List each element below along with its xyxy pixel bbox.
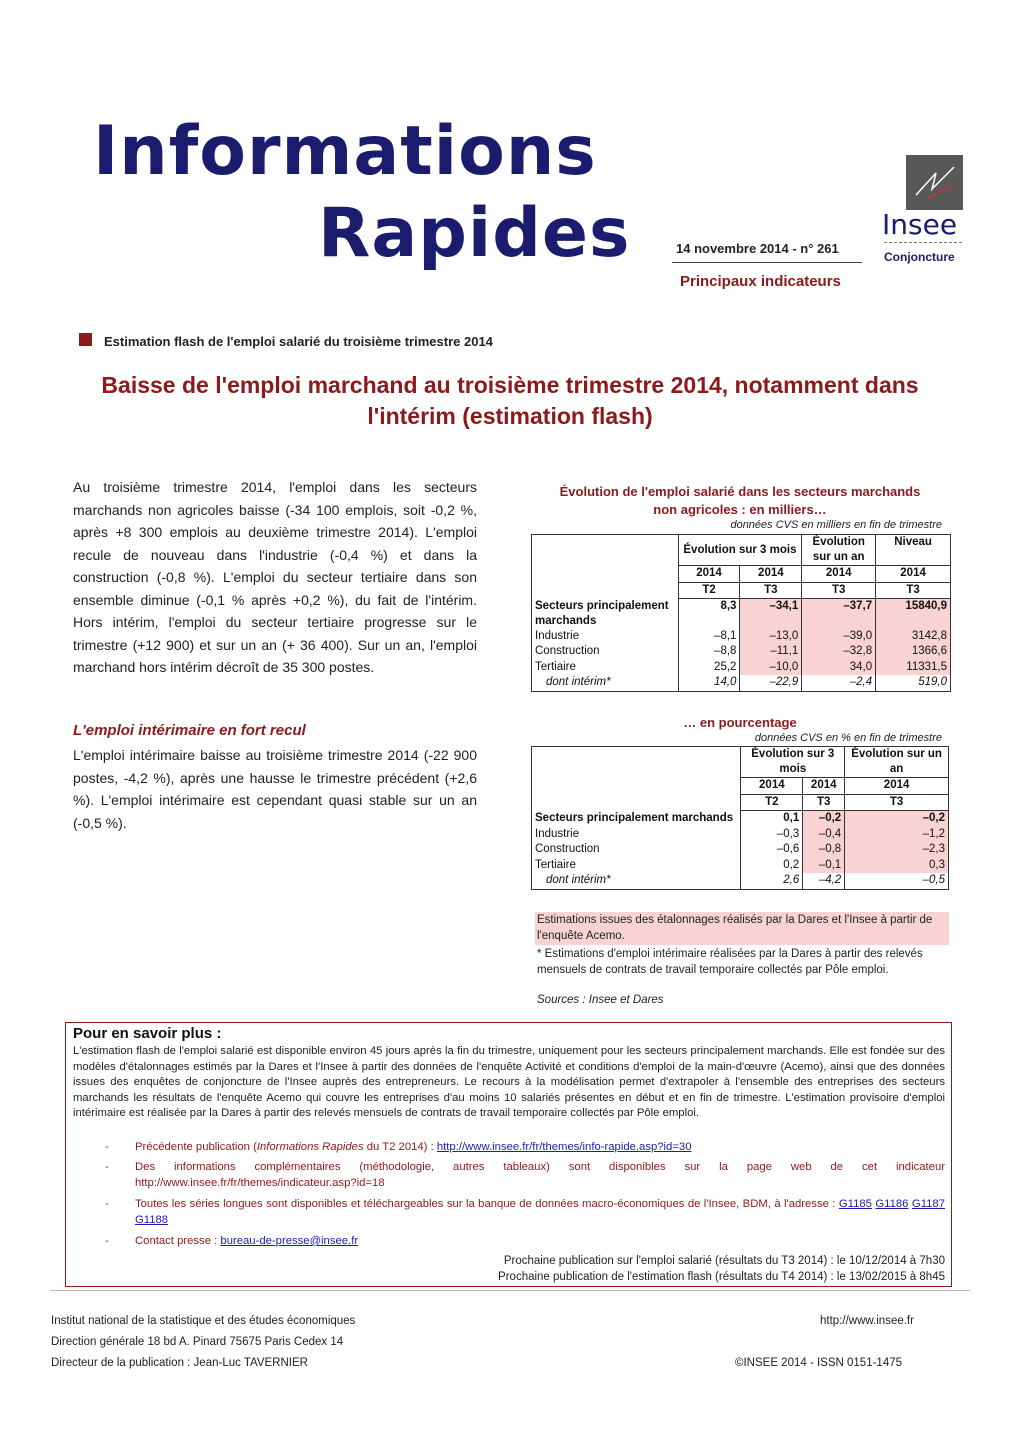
- table-header-cell: 2014: [876, 566, 951, 583]
- section-heading-interim: L'emploi intérimaire en fort recul: [73, 722, 306, 739]
- table-cell: –2,4: [802, 675, 876, 691]
- footer-address: Direction générale 18 bd A. Pinard 75675 Paris Cedex 14: [51, 1336, 344, 1348]
- list-text: Toutes les séries longues sont disponibles et téléchargeables sur la banque de données macro-économiques de l'Insee, BDM, à l'adresse :: [135, 1198, 839, 1210]
- list-item-additional-info: [105, 1160, 945, 1191]
- footer-director: Directeur de la publication : Jean-Luc TAVERNIER: [51, 1357, 308, 1369]
- list-dash: -: [105, 1141, 109, 1153]
- table-cell: –2,3: [845, 842, 949, 858]
- headline: Baisse de l'emploi marchand au troisième trimestre 2014, notamment dans l'intérim (estimation flash): [101, 372, 919, 429]
- masthead-title-line2: Rapides: [318, 194, 631, 273]
- table-cell: –39,0: [802, 629, 876, 645]
- table-cell: 0,2: [741, 858, 803, 874]
- table-cell: 3142,8: [876, 629, 951, 645]
- list-dash: -: [105, 1235, 109, 1247]
- series-link-g1188[interactable]: G1188: [135, 1213, 169, 1226]
- table-header-cell: 2014: [803, 778, 845, 795]
- issue-date: 14 novembre 2014 - n° 261: [676, 241, 839, 256]
- table2-header-year: Évolution sur un an: [845, 747, 949, 778]
- more-info-title: Pour en savoir plus :: [73, 1025, 222, 1042]
- table-cell: 11331,5: [876, 660, 951, 676]
- table-cell: –0,1: [803, 858, 845, 874]
- table-cell: 2,6: [741, 873, 803, 889]
- table2-header-3months: Évolution sur 3 mois: [741, 747, 845, 778]
- table-header-cell: 2014: [740, 566, 802, 583]
- list-text-italic: Informations Rapides: [256, 1141, 364, 1153]
- table1-header-year: Évolution sur un an: [802, 535, 876, 566]
- table-header-cell: T3: [845, 794, 949, 811]
- list-dash: -: [105, 1198, 109, 1210]
- list-text: du T2 2014) :: [363, 1141, 437, 1153]
- masthead-title-line1: Informations: [93, 112, 597, 191]
- list-item-long-series: [105, 1197, 945, 1228]
- table-cell: –32,8: [802, 644, 876, 660]
- row-label: Secteurs principalement marchands: [532, 811, 741, 827]
- table-thousands: [531, 534, 951, 692]
- table-cell: 15840,9: [876, 599, 951, 629]
- table-row: [532, 675, 951, 691]
- next-publication-flash: Prochaine publication de l'estimation flash (résultats du T4 2014) : le 13/02/2015 à 8h45: [498, 1271, 945, 1283]
- table-header-cell: T3: [803, 794, 845, 811]
- estimation-note: Estimations issues des étalonnages réalisés par la Dares et l'Insee à partir de l'enquête Acemo.: [535, 912, 949, 945]
- table-row: [532, 873, 949, 889]
- table-header-cell: 2014: [802, 566, 876, 583]
- table-cell: –1,2: [845, 827, 949, 843]
- table-row: [532, 629, 951, 645]
- table-header-cell: T3: [802, 582, 876, 599]
- table-header-cell: 2014: [741, 778, 803, 795]
- table-cell: –0,8: [803, 842, 845, 858]
- table-cell: 34,0: [802, 660, 876, 676]
- footer-institute: Institut national de la statistique et des études économiques: [51, 1315, 356, 1327]
- intro-paragraph: Au troisième trimestre 2014, l'emploi dans les secteurs marchands non agricoles baisse (-34 100 emplois, soit -0,2 %, après +8 300 emplois au deuxième trimestre 2014). L'emploi recule de nouveau dans l'industrie (-0,4 %) et dans la construction (-0,8 %). L'emploi du secteur tertiaire dans son ensemble diminue (-0,1 % après +0,2 %), du fait de l'intérim. Hors intérim, l'emploi du secteur tertiaire progresse sur le trimestre (+12 900) et sur un an (+ 36 400). Sur un an, l'emploi marchand hors intérim décroît de 35 300 postes.: [73, 479, 477, 675]
- table-cell: –11,1: [740, 644, 802, 660]
- series-link-g1185[interactable]: G1185: [838, 1198, 872, 1210]
- table-header-cell: T2: [741, 794, 803, 811]
- logo-divider: [884, 242, 962, 246]
- table-row: [532, 858, 949, 874]
- press-contact-link[interactable]: bureau-de-presse@insee.fr: [220, 1235, 359, 1247]
- table-row: [532, 842, 949, 858]
- table-corner: [532, 535, 679, 599]
- table-cell: 8,3: [678, 599, 740, 629]
- table-header-cell: T3: [876, 582, 951, 599]
- table-row: [532, 660, 951, 676]
- list-text: Précédente publication (: [135, 1141, 257, 1153]
- table2-subtitle: données CVS en % en fin de trimestre: [754, 732, 942, 744]
- table1-title: Évolution de l'emploi salarié dans les secteurs marchands non agricoles : en milliers…: [559, 484, 921, 517]
- table-cell: –0,6: [741, 842, 803, 858]
- table-cell: 0,3: [845, 858, 949, 874]
- masthead-rule: [672, 262, 862, 263]
- table-cell: –13,0: [740, 629, 802, 645]
- subject-line: Estimation flash de l'emploi salarié du troisième trimestre 2014: [104, 334, 493, 349]
- table-cell: –8,1: [678, 629, 740, 645]
- table1-header-3months: Évolution sur 3 mois: [678, 535, 802, 566]
- table-header-cell: 2014: [678, 566, 740, 583]
- table-header-cell: 2014: [845, 778, 949, 795]
- row-label: Secteurs principalement marchands: [532, 599, 679, 629]
- footer-copyright: ©INSEE 2014 - ISSN 0151-1475: [735, 1357, 903, 1369]
- previous-publication-link[interactable]: http://www.insee.fr/fr/themes/info-rapide.asp?id=30: [436, 1141, 692, 1153]
- series-link-g1187[interactable]: G1187: [911, 1198, 945, 1210]
- next-publication-employment: Prochaine publication sur l'emploi salarié (résultats du T3 2014) : le 10/12/2014 à 7h30: [503, 1255, 945, 1267]
- table-row: [532, 827, 949, 843]
- list-item-press-contact: [105, 1234, 945, 1250]
- table-cell: –37,7: [802, 599, 876, 629]
- series-link-g1186[interactable]: G1186: [875, 1198, 909, 1210]
- row-label: Tertiaire: [532, 660, 679, 676]
- table1-header-level: Niveau: [876, 535, 951, 566]
- footer-website-link[interactable]: http://www.insee.fr: [820, 1315, 914, 1327]
- row-label: dont intérim*: [532, 675, 679, 691]
- row-label: Construction: [532, 644, 679, 660]
- list-item-previous-publication: [105, 1140, 945, 1156]
- table-cell: 519,0: [876, 675, 951, 691]
- sources-note: Sources : Insee et Dares: [537, 994, 664, 1006]
- table-cell: 0,1: [741, 811, 803, 827]
- row-label: Tertiaire: [532, 858, 741, 874]
- table1-subtitle: données CVS en milliers en fin de trimestre: [730, 519, 942, 531]
- table-cell: –0,3: [741, 827, 803, 843]
- table-header-cell: T3: [740, 582, 802, 599]
- row-label: Industrie: [532, 629, 679, 645]
- list-text: Des informations complémentaires (méthodologie, autres tableaux) sont disponibles sur la page web de cet indicateur http://www.insee.fr/fr/themes/indicateur.asp?id=18: [135, 1161, 945, 1189]
- insee-logo-emblem: [906, 155, 963, 210]
- table-cell: –0,5: [845, 873, 949, 889]
- table-row: [532, 644, 951, 660]
- row-label: Industrie: [532, 827, 741, 843]
- table-cell: 25,2: [678, 660, 740, 676]
- section-label: Principaux indicateurs: [680, 273, 841, 290]
- table-cell: –10,0: [740, 660, 802, 676]
- insee-logo-text: Insee: [882, 208, 958, 241]
- footer-rule: [50, 1290, 970, 1291]
- row-label: Construction: [532, 842, 741, 858]
- list-text: Contact presse :: [135, 1235, 221, 1247]
- footnote-interim: * Estimations d'emploi intérimaire réalisées par la Dares à partir des relevés mensuels de contrats de travail temporaire collectés par Pôle emploi.: [537, 948, 923, 976]
- table-cell: –0,2: [845, 811, 949, 827]
- table-corner: [532, 747, 741, 811]
- table-cell: –8,8: [678, 644, 740, 660]
- table-cell: –22,9: [740, 675, 802, 691]
- table2-title: … en pourcentage: [683, 715, 797, 730]
- interim-paragraph: L'emploi intérimaire baisse au troisième trimestre 2014 (-22 900 postes, -4,2 %), après une hausse le trimestre précédent (+2,6 %). L'emploi intérimaire est cependant quasi stable sur un an (-0,5 %).: [73, 747, 477, 831]
- logo-subtitle: Conjoncture: [884, 250, 955, 264]
- table-header-cell: T2: [678, 582, 740, 599]
- subject-bullet-icon: [79, 333, 92, 346]
- table-row: [532, 599, 951, 629]
- table-percent: [531, 746, 949, 890]
- table-cell: –0,2: [803, 811, 845, 827]
- table-cell: –4,2: [803, 873, 845, 889]
- more-info-text: L'estimation flash de l'emploi salarié est disponible environ 45 jours après la fin du trimestre, uniquement pour les secteurs principalement marchands. Elle est fondée sur des modèles d'étalonnages estimés par la Dares et l'Insee à partir des données de l'enquête Activité et conditions d'emploi de la main-d'œuvre (Acemo), ainsi que des données issues des enquêtes de conjoncture de l'Insee auprès des entrepreneurs. Le recours à la modélisation permet d'extrapoler à l'ensemble des entreprises des secteurs marchands les résultats de l'enquête Acemo qui couvre les entreprises d'au moins 10 salariés présentes en début et en fin de trimestre. L'estimation provisoire d'emploi intérimaire est réalisée par la Dares à partir des relevés mensuels de contrats de travail temporaire collectés par Pôle emploi.: [73, 1045, 945, 1120]
- list-dash: -: [105, 1161, 109, 1173]
- table-row: [532, 811, 949, 827]
- table-cell: 1366,6: [876, 644, 951, 660]
- table-cell: 14,0: [678, 675, 740, 691]
- insee-logo-icon: [906, 155, 963, 210]
- table-cell: –0,4: [803, 827, 845, 843]
- row-label: dont intérim*: [532, 873, 741, 889]
- table-cell: –34,1: [740, 599, 802, 629]
